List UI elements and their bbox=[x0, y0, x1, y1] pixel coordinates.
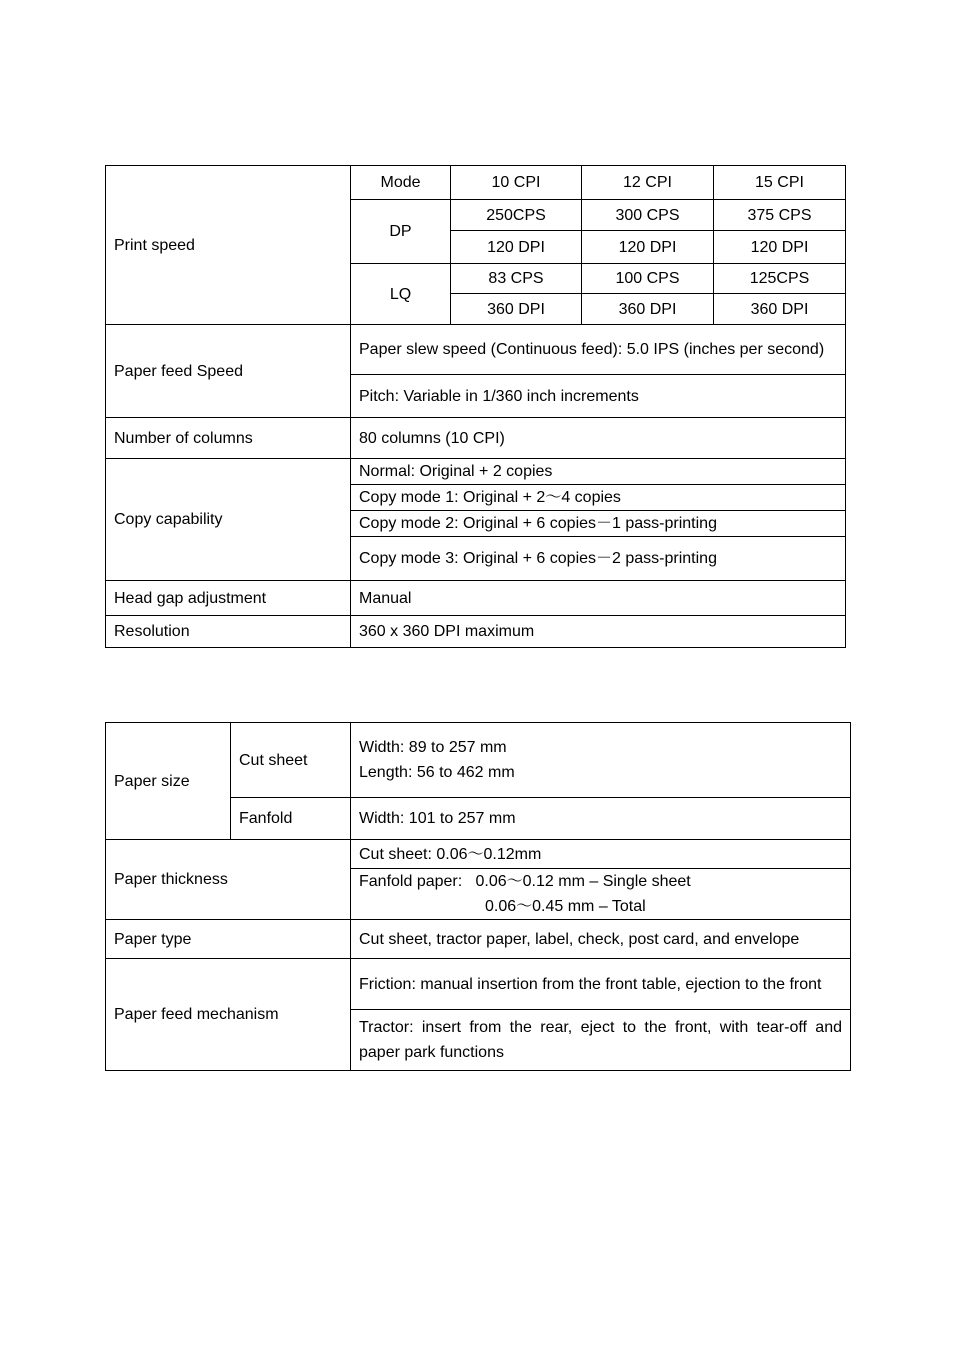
columns-label: Number of columns bbox=[106, 418, 351, 459]
paper-specifications-table bbox=[105, 722, 851, 1071]
copy-capability-label: Copy capability bbox=[106, 459, 351, 581]
col-header-10cpi: 10 CPI bbox=[451, 166, 582, 200]
cut-sheet-dimensions bbox=[351, 723, 851, 798]
lq-dpi-10: 360 DPI bbox=[451, 294, 582, 325]
thickness-fanfold-single: Fanfold paper: 0.06～0.12 mm – Single sheet bbox=[359, 873, 691, 890]
dp-dpi-12: 120 DPI bbox=[582, 231, 714, 264]
paper-feed-speed-label: Paper feed Speed bbox=[106, 325, 351, 418]
copy-normal: Normal: Original + 2 copies bbox=[351, 459, 846, 485]
paper-feed-mechanism-label: Paper feed mechanism bbox=[106, 959, 351, 1071]
fanfold-width: Width: 101 to 257 mm bbox=[351, 798, 851, 840]
fanfold-label: Fanfold bbox=[231, 798, 351, 840]
friction-feed: Friction: manual insertion from the front table, ejection to the front bbox=[351, 959, 851, 1010]
head-gap-label: Head gap adjustment bbox=[106, 581, 351, 616]
lq-cps-12: 100 CPS bbox=[582, 264, 714, 294]
print-speed-label: Print speed bbox=[106, 166, 351, 325]
resolution-value: 360 x 360 DPI maximum bbox=[351, 616, 846, 648]
copy-mode-3: Copy mode 3: Original + 6 copies－2 pass-printing bbox=[351, 537, 846, 581]
paper-thickness-label: Paper thickness bbox=[106, 840, 351, 920]
lq-dpi-15: 360 DPI bbox=[714, 294, 846, 325]
dp-cps-10: 250CPS bbox=[451, 200, 582, 231]
mode-header: Mode bbox=[351, 166, 451, 200]
lq-mode-label: LQ bbox=[351, 264, 451, 325]
pitch-value: Pitch: Variable in 1/360 inch increments bbox=[351, 375, 846, 418]
dp-dpi-15: 120 DPI bbox=[714, 231, 846, 264]
thickness-cut-sheet: Cut sheet: 0.06～0.12mm bbox=[351, 840, 851, 869]
paper-type-value: Cut sheet, tractor paper, label, check, post card, and envelope bbox=[351, 920, 851, 959]
thickness-fanfold-total: 0.06～0.45 mm – Total bbox=[485, 898, 646, 915]
cut-sheet-label: Cut sheet bbox=[231, 723, 351, 798]
paper-size-label: Paper size bbox=[106, 723, 231, 840]
cut-sheet-length: Length: 56 to 462 mm bbox=[359, 764, 515, 781]
resolution-label: Resolution bbox=[106, 616, 351, 648]
dp-mode-label: DP bbox=[351, 200, 451, 264]
dp-cps-15: 375 CPS bbox=[714, 200, 846, 231]
copy-mode-2: Copy mode 2: Original + 6 copies－1 pass-printing bbox=[351, 511, 846, 537]
dp-dpi-10: 120 DPI bbox=[451, 231, 582, 264]
slew-speed-value: Paper slew speed (Continuous feed): 5.0 IPS (inches per second) bbox=[351, 325, 846, 375]
dp-cps-12: 300 CPS bbox=[582, 200, 714, 231]
col-header-12cpi: 12 CPI bbox=[582, 166, 714, 200]
paper-type-label: Paper type bbox=[106, 920, 351, 959]
thickness-fanfold bbox=[351, 869, 851, 920]
cut-sheet-width: Width: 89 to 257 mm bbox=[359, 739, 507, 756]
tractor-feed: Tractor: insert from the rear, eject to the front, with tear-off and paper park functions bbox=[351, 1010, 851, 1071]
copy-mode-1: Copy mode 1: Original + 2～4 copies bbox=[351, 485, 846, 511]
specifications-table bbox=[105, 165, 846, 648]
lq-cps-15: 125CPS bbox=[714, 264, 846, 294]
lq-cps-10: 83 CPS bbox=[451, 264, 582, 294]
head-gap-value: Manual bbox=[351, 581, 846, 616]
columns-value: 80 columns (10 CPI) bbox=[351, 418, 846, 459]
col-header-15cpi: 15 CPI bbox=[714, 166, 846, 200]
lq-dpi-12: 360 DPI bbox=[582, 294, 714, 325]
